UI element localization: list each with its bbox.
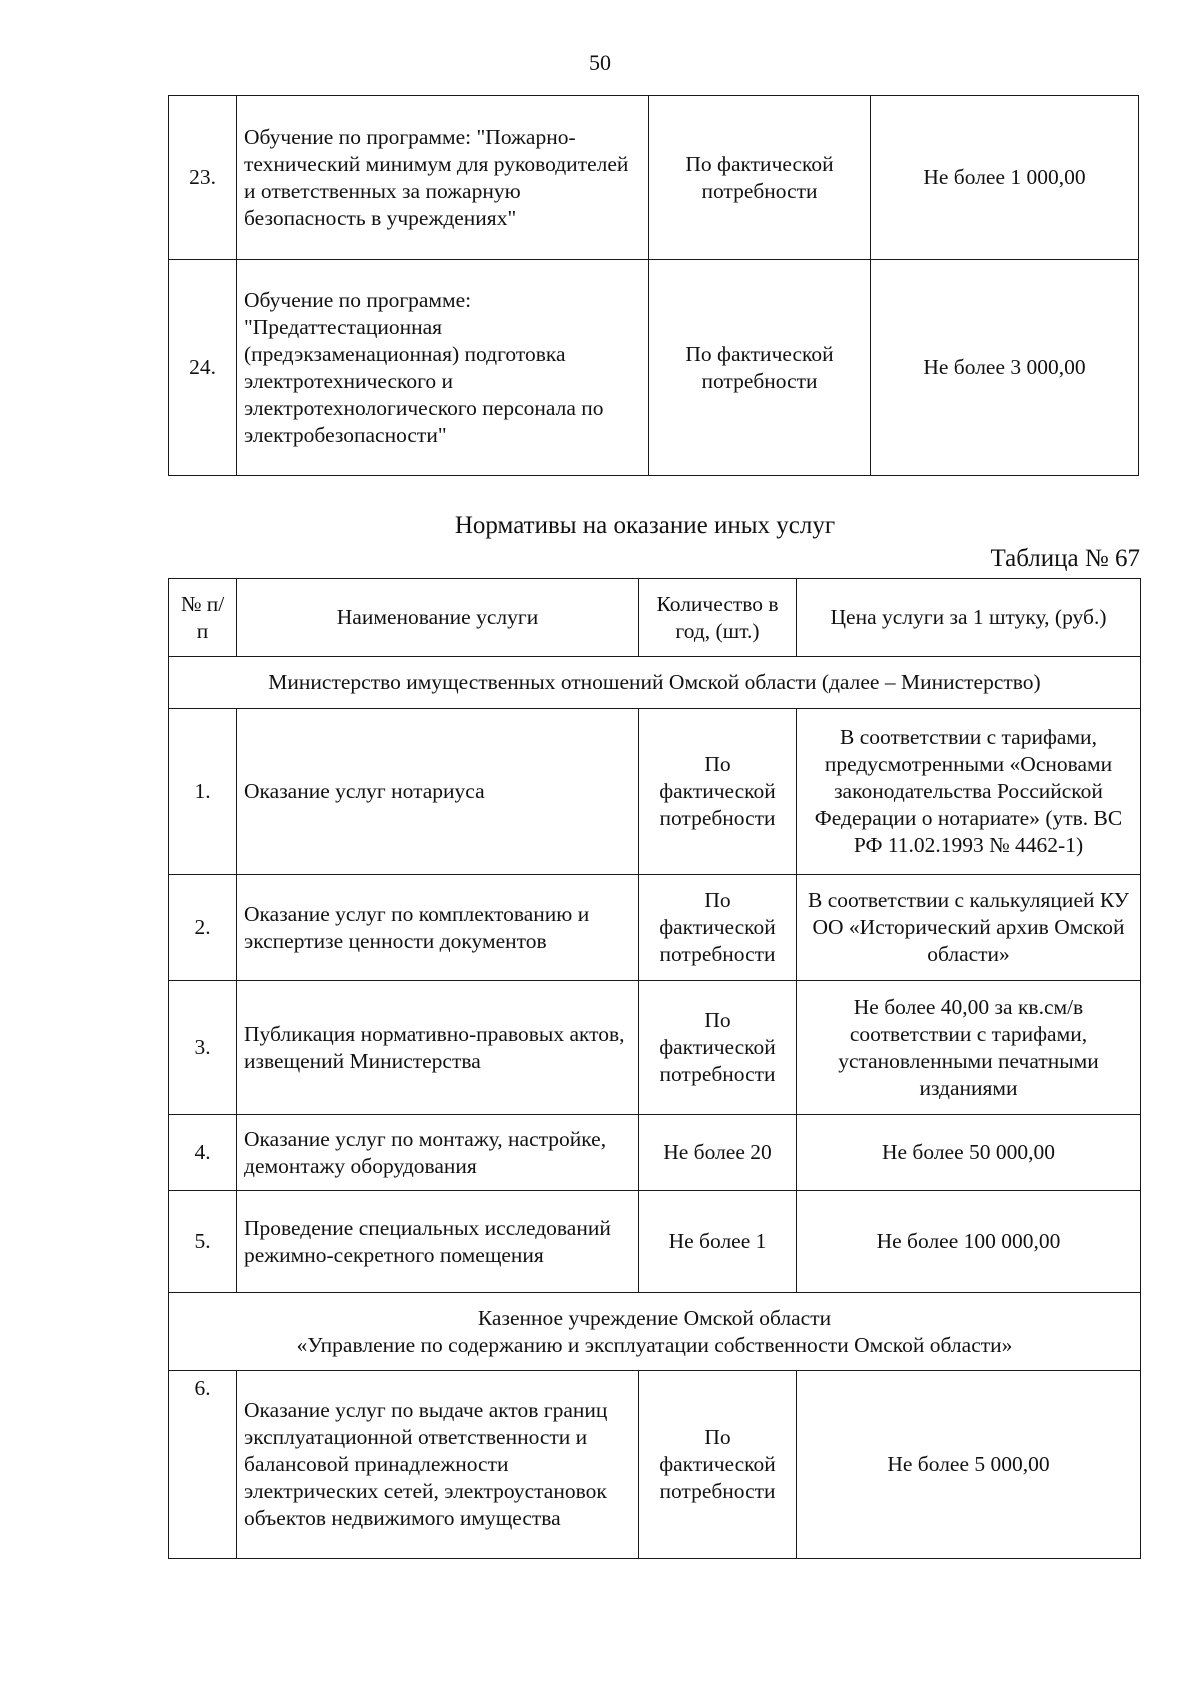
row-number: 6. [169,1371,237,1559]
service-name: Обучение по программе: "Пожарно-технический минимум для руководителей и ответственных за пожарную безопасность в учреждениях" [237,96,649,260]
service-name: Проведение специальных исследований режимно-секретного помещения [237,1191,639,1293]
service-price: Не более 40,00 за кв.см/в соответствии с тарифами, установленными печатными изданиями [797,981,1141,1115]
header-name: Наименование услуги [237,579,639,657]
group-row [169,1293,1141,1371]
service-quantity: По фактической потребности [639,875,797,981]
service-name: Публикация нормативно-правовых актов, извещений Министерства [237,981,639,1115]
service-quantity: По фактической потребности [639,981,797,1115]
table-row [169,875,1141,981]
service-quantity: Не более 1 [639,1191,797,1293]
group-title-line: Министерство имущественных отношений Омской области (далее – Министерство) [268,670,1041,694]
table-row [169,1371,1141,1559]
table-row [169,1191,1141,1293]
group-title [169,1293,1141,1371]
table-number: Таблица № 67 [990,545,1140,572]
table-row [169,981,1141,1115]
table-row [169,96,1139,260]
row-number: 4. [169,1115,237,1191]
table-row [169,709,1141,875]
group-title-line: «Управление по содержанию и эксплуатации собственности Омской области» [296,1332,1013,1357]
table-row [169,1115,1141,1191]
service-name: Оказание услуг по выдаче актов границ эксплуатационной ответственности и балансовой принадлежности электрических сетей, электроустановок объектов недвижимого имущества [237,1371,639,1559]
row-number: 2. [169,875,237,981]
group-title-line: Казенное учреждение Омской области [477,1305,832,1330]
row-number: 3. [169,981,237,1115]
service-name: Оказание услуг по монтажу, настройке, демонтажу оборудования [237,1115,639,1191]
header-quantity: Количество в год, (шт.) [639,579,797,657]
service-quantity: По фактической потребности [639,1371,797,1559]
service-name: Обучение по программе: "Предаттестационная (предэкзаменационная) подготовка электротехнического и электротехнологического персонала по электробезопасности" [237,260,649,476]
service-price: Не более 5 000,00 [797,1371,1141,1559]
header-row [169,579,1141,657]
service-price: Не более 100 000,00 [797,1191,1141,1293]
table-row [169,260,1139,476]
group-title [169,657,1141,709]
services-body [169,657,1141,1559]
row-number: 1. [169,709,237,875]
row-number: 23. [169,96,237,260]
page-number: 50 [589,50,611,75]
service-name: Оказание услуг нотариуса [237,709,639,875]
continued-table [168,95,1139,476]
service-quantity: Не более 20 [639,1115,797,1191]
service-quantity: По фактической потребности [649,96,871,260]
service-price: Не более 3 000,00 [871,260,1139,476]
service-quantity: По фактической потребности [639,709,797,875]
service-quantity: По фактической потребности [649,260,871,476]
service-price: Не более 50 000,00 [797,1115,1141,1191]
service-price: В соответствии с калькуляцией КУ ОО «Исторический архив Омской области» [797,875,1141,981]
services-table [168,578,1141,1559]
row-number: 5. [169,1191,237,1293]
service-price: В соответствии с тарифами, предусмотренными «Основами законодательства Российской Федерации о нотариате» (утв. ВС РФ 11.02.1993 № 4462-1) [797,709,1141,875]
header-price: Цена услуги за 1 штуку, (руб.) [797,579,1141,657]
service-name: Оказание услуг по комплектованию и экспертизе ценности документов [237,875,639,981]
group-row [169,657,1141,709]
service-price: Не более 1 000,00 [871,96,1139,260]
section-title: Нормативы на оказание иных услуг [454,512,836,539]
header-number: № п/п [169,579,237,657]
row-number: 24. [169,260,237,476]
